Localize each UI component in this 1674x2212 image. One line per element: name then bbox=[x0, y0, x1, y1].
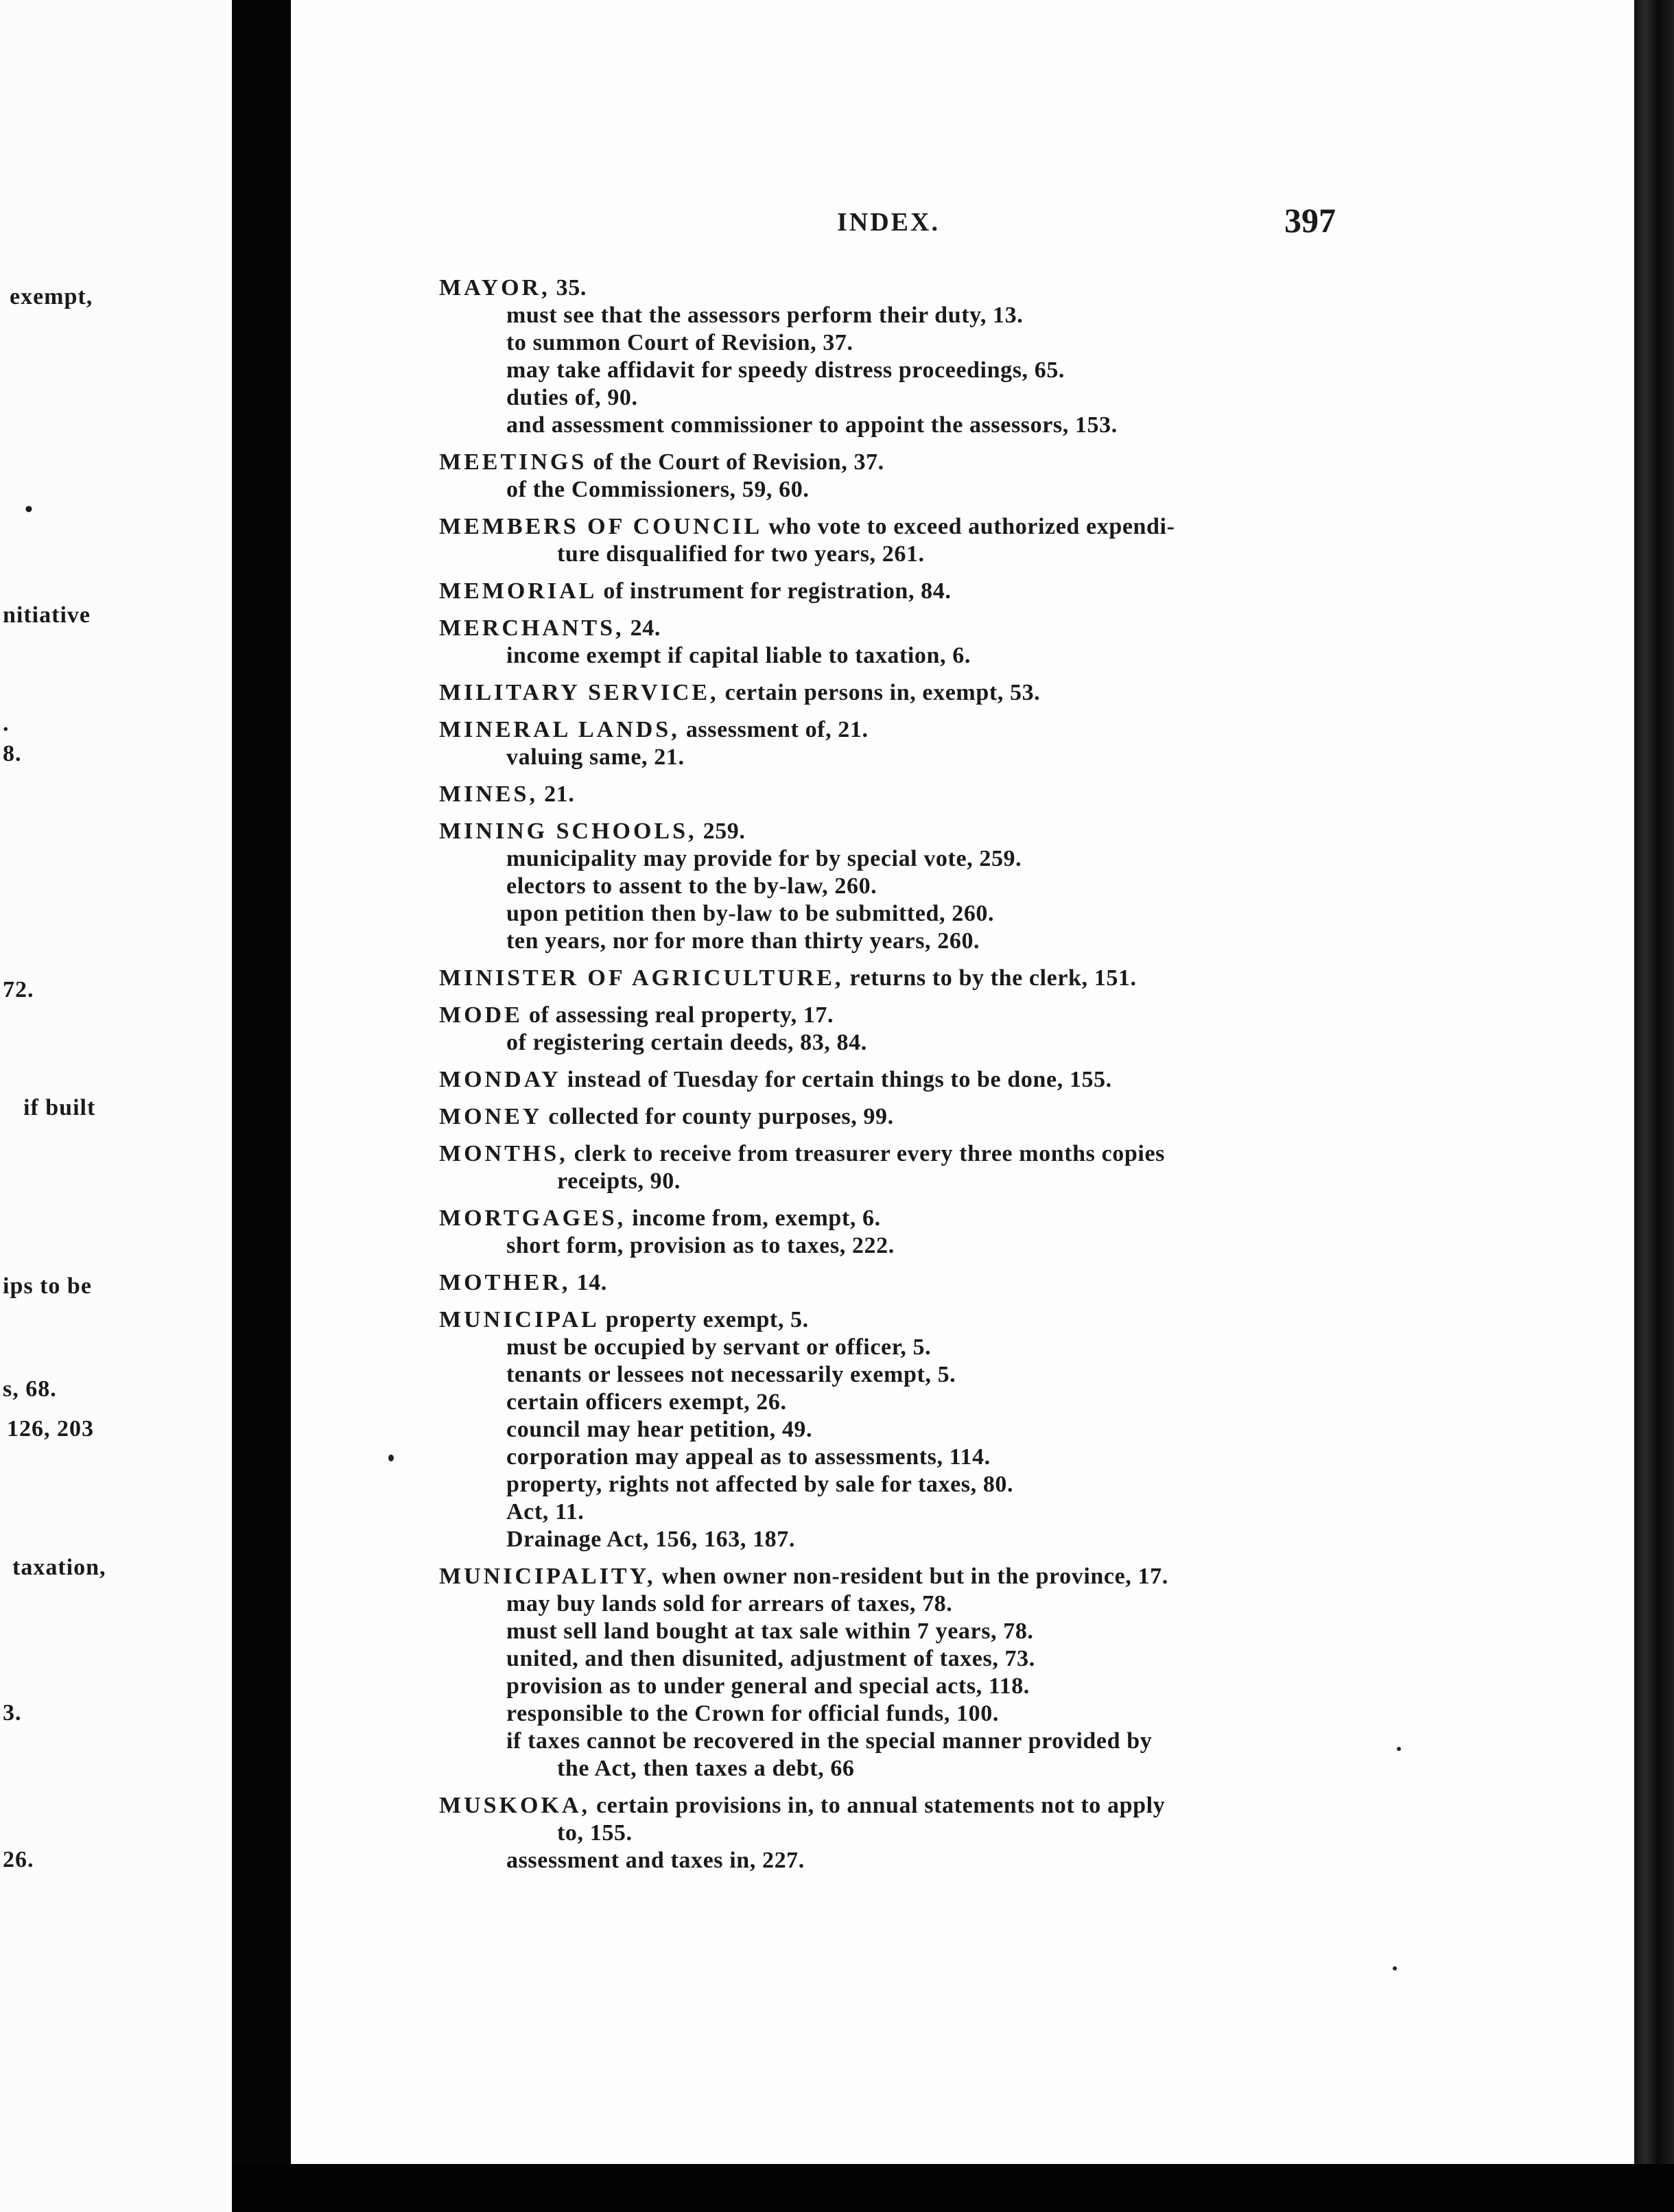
left-fragment: 72. bbox=[3, 977, 34, 1002]
entry-reference: income from, exempt, 6. bbox=[626, 1205, 881, 1231]
entry-term: MODE bbox=[439, 1002, 523, 1028]
entry-term: MUNICIPAL bbox=[439, 1307, 600, 1332]
running-head-title: INDEX. bbox=[837, 208, 940, 237]
subentry: council may hear petition, 49. bbox=[506, 1417, 813, 1442]
entry-heading-line bbox=[439, 965, 1612, 992]
index-entry bbox=[439, 1140, 1612, 1195]
entry-term: MUNICIPALITY, bbox=[439, 1564, 656, 1589]
subentry: of registering certain deeds, 83, 84. bbox=[506, 1030, 867, 1055]
subentry: Act, 11. bbox=[506, 1499, 585, 1525]
subentry: may buy lands sold for arrears of taxes, 78. bbox=[506, 1591, 953, 1616]
left-fragment: 8. bbox=[3, 741, 22, 766]
subentry: Drainage Act, 156, 163, 187. bbox=[506, 1527, 795, 1552]
entry-term: MILITARY SERVICE, bbox=[439, 680, 719, 705]
subentry: may take affidavit for speedy distress proceedings, 65. bbox=[506, 357, 1065, 383]
left-fragment: nitiative bbox=[3, 602, 91, 628]
entry-heading-line bbox=[439, 578, 1612, 605]
entry-reference: collected for county purposes, 99. bbox=[542, 1104, 894, 1129]
entry-term: MONDAY bbox=[439, 1067, 561, 1092]
subentry: upon petition then by-law to be submitted, 260. bbox=[506, 901, 995, 926]
subentry: if taxes cannot be recovered in the special manner provided by bbox=[506, 1728, 1153, 1754]
entry-reference: 35. bbox=[550, 275, 587, 301]
subentry: tenants or lessees not necessarily exempt, 5. bbox=[506, 1362, 956, 1387]
entry-heading-line bbox=[439, 1563, 1612, 1590]
entry-heading-line bbox=[439, 1103, 1612, 1131]
page-edge-bottom bbox=[232, 2164, 1674, 2212]
entry-heading-line bbox=[439, 1066, 1612, 1094]
entry-heading-line bbox=[439, 1002, 1612, 1029]
entry-reference: property exempt, 5. bbox=[599, 1307, 809, 1332]
index-entry bbox=[439, 1269, 1612, 1297]
entry-reference: of instrument for registration, 84. bbox=[597, 578, 952, 604]
entry-heading-line bbox=[439, 679, 1612, 707]
left-fragment: taxation, bbox=[12, 1555, 106, 1580]
index-entry bbox=[439, 274, 1612, 439]
left-fragment: 26. bbox=[3, 1847, 34, 1872]
index-page bbox=[291, 0, 1634, 2164]
subentry: united, and then disunited, adjustment of taxes, 73. bbox=[506, 1646, 1035, 1671]
left-fragment: 126, 203 bbox=[7, 1416, 94, 1442]
left-fragment: • bbox=[25, 497, 34, 522]
entry-heading-line bbox=[439, 818, 1612, 845]
index-entry-list bbox=[439, 274, 1612, 1884]
subentry: must sell land bought at tax sale within 7 years, 78. bbox=[506, 1619, 1034, 1644]
subentry: certain officers exempt, 26. bbox=[506, 1389, 787, 1415]
print-speck bbox=[1393, 1966, 1397, 1970]
index-entry bbox=[439, 781, 1612, 808]
entry-heading-line bbox=[439, 1306, 1612, 1334]
entry-reference: 14. bbox=[570, 1270, 607, 1295]
subentry: valuing same, 21. bbox=[506, 744, 685, 770]
entry-continuation: to, 155. bbox=[557, 1820, 633, 1846]
subentry: electors to assent to the by-law, 260. bbox=[506, 873, 877, 899]
page-gutter bbox=[232, 0, 291, 2212]
facing-page-fragment bbox=[0, 0, 232, 2212]
subentry: corporation may appeal as to assessments, 114. bbox=[506, 1444, 991, 1470]
entry-reference: certain persons in, exempt, 53. bbox=[718, 680, 1041, 705]
entry-reference: clerk to receive from treasurer every three months copies bbox=[567, 1141, 1165, 1166]
page-number: 397 bbox=[1284, 201, 1336, 239]
index-entry bbox=[439, 513, 1612, 568]
print-speck bbox=[388, 1455, 394, 1461]
entry-term: MINES, bbox=[439, 781, 538, 807]
subentry: of the Commissioners, 59, 60. bbox=[506, 477, 810, 502]
subentry: short form, provision as to taxes, 222. bbox=[506, 1233, 895, 1258]
index-entry bbox=[439, 1563, 1612, 1782]
index-entry bbox=[439, 818, 1612, 955]
entry-heading-line bbox=[439, 1205, 1612, 1232]
entry-heading-line bbox=[439, 449, 1612, 476]
subentry-continuation: the Act, then taxes a debt, 66 bbox=[557, 1756, 855, 1781]
entry-reference: returns to by the clerk, 151. bbox=[843, 965, 1137, 991]
left-fragment: . bbox=[3, 711, 10, 736]
left-fragment: ips to be bbox=[3, 1273, 92, 1299]
print-speck bbox=[1397, 1747, 1401, 1751]
index-entry bbox=[439, 1103, 1612, 1131]
entry-term: MERCHANTS, bbox=[439, 615, 624, 641]
entry-heading-line bbox=[439, 1269, 1612, 1297]
entry-term: MEMORIAL bbox=[439, 578, 598, 604]
left-fragment: s, 68. bbox=[3, 1376, 57, 1402]
left-fragment: if built bbox=[23, 1095, 96, 1120]
entry-heading-line bbox=[439, 1792, 1612, 1820]
index-entry bbox=[439, 615, 1612, 670]
entry-reference: assessment of, 21. bbox=[679, 717, 869, 742]
entry-continuation: ture disqualified for two years, 261. bbox=[557, 541, 925, 567]
entry-reference: instead of Tuesday for certain things to be done, 155. bbox=[561, 1067, 1112, 1092]
index-entry bbox=[439, 578, 1612, 605]
entry-heading-line bbox=[439, 781, 1612, 808]
subentry: must be occupied by servant or officer, 5. bbox=[506, 1334, 932, 1360]
index-entry bbox=[439, 716, 1612, 771]
entry-heading-line bbox=[439, 615, 1612, 642]
index-entry bbox=[439, 1002, 1612, 1057]
subentry: and assessment commissioner to appoint the assessors, 153. bbox=[506, 412, 1118, 438]
index-entry bbox=[439, 1792, 1612, 1874]
entry-term: MUSKOKA, bbox=[439, 1793, 590, 1818]
subentry: property, rights not affected by sale for taxes, 80. bbox=[506, 1472, 1014, 1497]
subentry: must see that the assessors perform their duty, 13. bbox=[506, 303, 1024, 328]
entry-reference: of assessing real property, 17. bbox=[522, 1002, 834, 1028]
index-entry bbox=[439, 449, 1612, 504]
entry-continuation: receipts, 90. bbox=[557, 1168, 681, 1194]
index-entry bbox=[439, 1066, 1612, 1094]
subentry: assessment and taxes in, 227. bbox=[506, 1848, 805, 1873]
subentry: municipality may provide for by special vote, 259. bbox=[506, 846, 1022, 871]
entry-term: MOTHER, bbox=[439, 1270, 571, 1295]
page-edge-right bbox=[1634, 0, 1674, 2212]
entry-term: MEETINGS bbox=[439, 449, 587, 475]
entry-reference: who vote to exceed authorized expendi- bbox=[762, 514, 1175, 539]
index-entry bbox=[439, 965, 1612, 992]
left-fragment: 3. bbox=[3, 1700, 22, 1726]
entry-term: MONEY bbox=[439, 1104, 543, 1129]
entry-reference: 259. bbox=[696, 819, 746, 844]
entry-term: MEMBERS OF COUNCIL bbox=[439, 514, 763, 539]
subentry: duties of, 90. bbox=[506, 385, 638, 410]
left-fragment: exempt, bbox=[10, 284, 93, 309]
subentry: to summon Court of Revision, 37. bbox=[506, 330, 853, 355]
entry-heading-line bbox=[439, 716, 1612, 744]
subentry: responsible to the Crown for official funds, 100. bbox=[506, 1701, 999, 1726]
entry-reference: 21. bbox=[537, 781, 575, 807]
entry-term: MORTGAGES, bbox=[439, 1205, 626, 1231]
entry-reference: of the Court of Revision, 37. bbox=[587, 449, 884, 475]
index-entry bbox=[439, 679, 1612, 707]
entry-heading-line bbox=[439, 1140, 1612, 1168]
entry-term: MINERAL LANDS, bbox=[439, 717, 680, 742]
subentry: ten years, nor for more than thirty years, 260. bbox=[506, 928, 980, 954]
entry-term: MONTHS, bbox=[439, 1141, 568, 1166]
subentry: income exempt if capital liable to taxation, 6. bbox=[506, 643, 971, 668]
entry-reference: 24. bbox=[624, 615, 661, 641]
index-entry bbox=[439, 1306, 1612, 1553]
entry-heading-line bbox=[439, 513, 1612, 541]
subentry: provision as to under general and special acts, 118. bbox=[506, 1673, 1030, 1699]
entry-term: MINING SCHOOLS, bbox=[439, 819, 697, 844]
index-entry bbox=[439, 1205, 1612, 1260]
entry-reference: certain provisions in, to annual statements not to apply bbox=[589, 1793, 1166, 1818]
running-header bbox=[291, 199, 1634, 254]
entry-term: MAYOR, bbox=[439, 275, 550, 301]
entry-term: MINISTER OF AGRICULTURE, bbox=[439, 965, 844, 991]
entry-reference: when owner non-resident but in the province, 17. bbox=[655, 1564, 1168, 1589]
entry-heading-line bbox=[439, 274, 1612, 302]
